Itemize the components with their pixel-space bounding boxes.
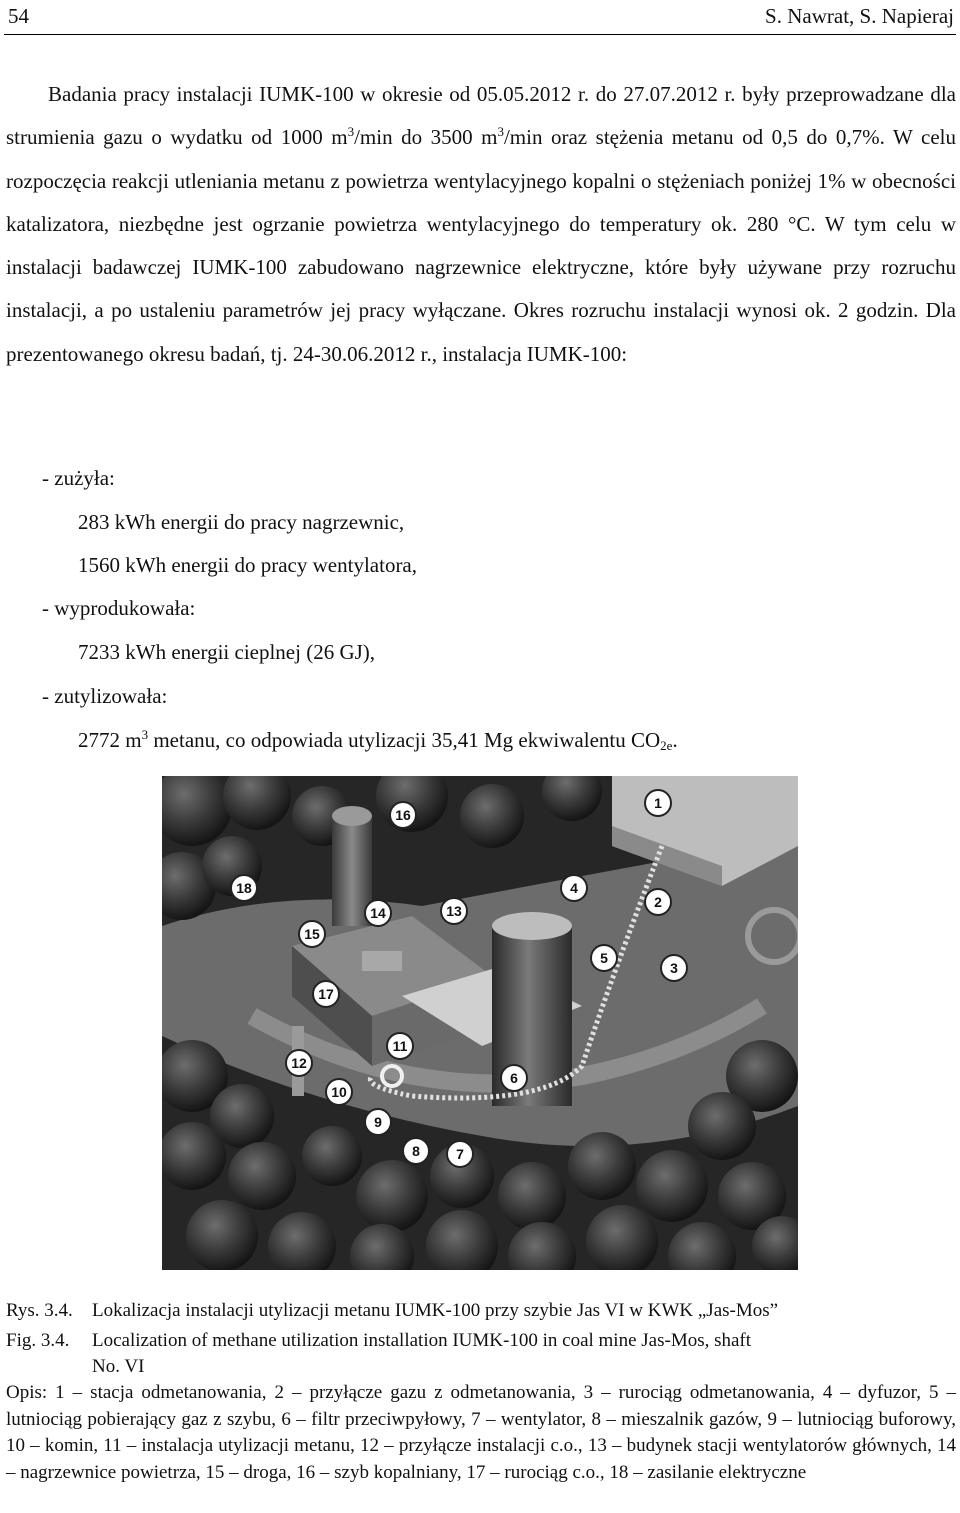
svg-text:10: 10 [331, 1084, 347, 1100]
header-rule [4, 34, 956, 35]
marker-12 [286, 1050, 312, 1076]
svg-text:8: 8 [412, 1143, 420, 1159]
page-header [0, 0, 960, 34]
list-label-used: - zużyła: [42, 466, 115, 490]
page-number: 54 [8, 4, 29, 28]
marker-11 [387, 1033, 413, 1059]
caption-text-pl: Lokalizacja instalacji utylizacji metanu IUMK-100 przy szybie Jas VI w KWK „Jas-Mos” [92, 1300, 779, 1321]
marker-17 [313, 981, 339, 1007]
marker-8 [403, 1138, 429, 1164]
svg-text:4: 4 [570, 880, 578, 896]
svg-text:9: 9 [374, 1114, 382, 1130]
installation-render [162, 776, 798, 1270]
marker-14 [365, 900, 391, 926]
superscript: 3 [497, 124, 504, 140]
figure-installation-render [162, 776, 798, 1270]
marker-7 [447, 1141, 473, 1167]
marker-1 [645, 790, 671, 816]
list-item-fan: 1560 kWh energii do pracy wentylatora, [78, 553, 418, 577]
svg-text:18: 18 [236, 880, 252, 896]
figure-caption-en [6, 1327, 956, 1354]
marker-2 [645, 889, 671, 915]
list-item-methane: 2772 $m^3$ metanu, co odpowiada utylizacji 35,41 Mg ekwiwalentu $CO_{2e}$. [78, 727, 678, 753]
list-label-produced: - wyprodukowała: [42, 596, 196, 620]
air-heaters [362, 951, 402, 971]
svg-text:7: 7 [456, 1146, 464, 1162]
svg-text:15: 15 [304, 926, 320, 942]
marker-5 [591, 945, 617, 971]
svg-text:11: 11 [392, 1038, 408, 1054]
caption-text-en: Localization of methane utilization installation IUMK-100 in coal mine Jas-Mos, shaft [92, 1330, 752, 1351]
body-text-2: /min do 3500 m [354, 125, 498, 150]
body-paragraph [6, 73, 956, 376]
svg-text:1: 1 [654, 795, 662, 811]
methane-text-mid: metanu, co odpowiada utylizacji 35,41 Mg ekwiwalentu CO [148, 728, 661, 752]
list-item-heat: 7233 kWh energii cieplnej (26 GJ), [78, 640, 376, 664]
body-text-3: /min oraz stężenia metanu od 0,5 do 0,7%. W celu rozpoczęcia reakcji utleniania metanu z powietrza wentylacyjnego kopalni o stężeniach poniżej 1% w obecności katalizatora, niezbędne jest ogrzanie powietrza wentylacyjnego do temperatury ok. 280 °C. W tym celu w instalacji badawczej IUMK-100 zabudowano nagrzewnice elektryczne, które były używane przy rozruchu instalacji, a po ustaleniu parametrów jej pracy wyłączane. Okres rozruchu instalacji wynosi ok. 2 godzin. Dla prezentowanego okresu badań, tj. 24-30.06.2012 r., instalacja IUMK-100: [6, 125, 956, 366]
marker-18 [231, 875, 257, 901]
svg-text:3: 3 [670, 960, 678, 976]
superscript: 3 [347, 124, 355, 140]
figure-legend: Opis: 1 – stacja odmetanowania, 2 – przyłącze gazu z odmetanowania, 3 – rurociąg odmetanowania, 4 – dyfuzor, 5 – lutniociąg pobierający gaz z szybu, 6 – filtr przeciwpyłowy, 7 – wentylator, 8 – mieszalnik gazów, 9 – lutniociąg buforowy, 10 – komin, 11 – instalacja utylizacji metanu, 12 – przyłącze instalacji c.o., 13 – budynek stacji wentylatorów głównych, 14 – nagrzewnice powietrza, 15 – droga, 16 – szyb kopalniany, 17 – rurociąg c.o., 18 – zasilanie elektryczne [6, 1382, 956, 1483]
svg-text:5: 5 [600, 950, 608, 966]
running-head: S. Nawrat, S. Napieraj [765, 4, 954, 28]
svg-text:6: 6 [510, 1070, 518, 1086]
svg-text:16: 16 [395, 807, 411, 823]
list-item-heaters: 283 kWh energii do pracy nagrzewnic, [78, 510, 405, 534]
marker-15 [299, 921, 325, 947]
figure-caption-en-line2: No. VI [92, 1356, 145, 1377]
methane-text: 2772 m [78, 728, 142, 752]
svg-text:14: 14 [370, 905, 386, 921]
marker-6 [501, 1065, 527, 1091]
marker-16 [390, 802, 416, 828]
caption-label-en: Fig. 3.4. [6, 1330, 70, 1351]
marker-4 [561, 875, 587, 901]
svg-text:17: 17 [318, 986, 334, 1002]
figure-caption-pl [6, 1297, 956, 1324]
marker-9 [365, 1109, 391, 1135]
superscript: 3 [141, 727, 149, 742]
svg-text:12: 12 [291, 1055, 307, 1071]
marker-3 [661, 955, 687, 981]
svg-text:13: 13 [446, 903, 462, 919]
caption-label-pl: Rys. 3.4. [6, 1300, 73, 1321]
subscript: 2e [660, 738, 673, 753]
svg-text:2: 2 [654, 894, 662, 910]
marker-10 [326, 1079, 352, 1105]
list-label-utilized: - zutylizowała: [42, 684, 168, 708]
body-text-1: Badania pracy instalacji IUMK-100 w okresie od 05.05.2012 r. do 27.07.2012 r. były przeprowadzane dla strumienia gazu o wydatku od 1000 m [6, 82, 956, 150]
marker-13 [441, 898, 467, 924]
